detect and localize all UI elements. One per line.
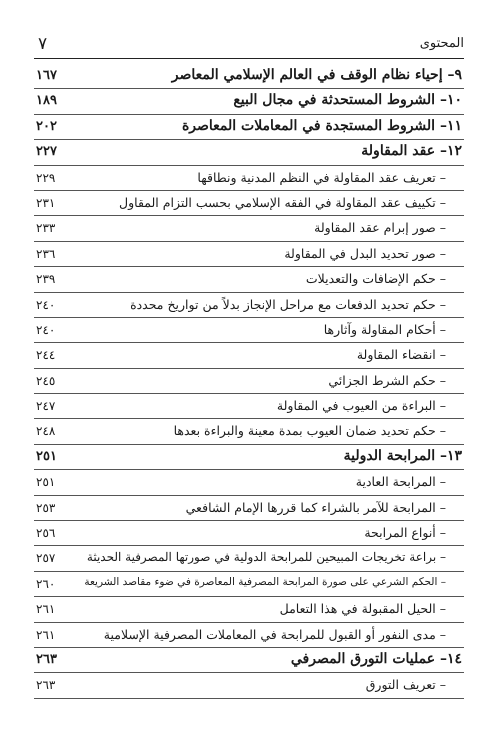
header-title: المحتوى [419,36,464,51]
toc-entry [34,623,464,648]
toc-entry-page: ٢٤٨ [36,424,56,439]
toc-entry [34,267,464,292]
toc-entry-title: – تعريف عقد المقاولة في النظم المدنية ونطاقها [197,169,446,185]
toc-entry [34,496,464,521]
toc-entry-title: ١٠– الشروط المستحدثة في مجال البيع [233,92,462,109]
toc-entry-title: – البراءة من العيوب في المقاولة [276,398,446,414]
toc-entry-page: ٢٤٠ [36,322,56,337]
toc-entry-title: – حكم الإضافات والتعديلات [305,271,446,287]
toc-entry [34,572,464,597]
toc-entry-title: – حكم تحديد ضمان العيوب بمدة معينة والبراءة بعدها [173,423,446,439]
toc-entry-page: ١٦٧ [36,68,57,83]
header-rule [34,58,464,59]
toc-entry [34,419,464,444]
toc-entry-page: ٢٤٠ [36,297,56,312]
toc-entry-title: – المرابحة للآمر بالشراء كما قررها الإمام الشافعي [185,499,446,515]
toc-entry-page: ٢٣١ [36,195,56,210]
toc-entry-page: ٢٤٥ [36,373,56,388]
toc-entry-title: – تعريف التورق [365,677,446,693]
page-header [34,34,464,58]
toc-entry-page: ٢٣٩ [36,272,56,287]
toc-entry-page: ٢٥٧ [36,551,56,566]
toc-entry [34,140,464,165]
toc-entry-page: ٢٦٣ [36,678,56,693]
toc-entry-title: – الحكم الشرعي على صورة المرابحة المصرفية المعاصرة في ضوء مقاصد الشريعة [84,575,446,588]
toc-entry-page: ١٨٩ [36,93,57,109]
toc-entry-title: – المرابحة العادية [355,474,446,490]
toc-entry-title: – مدى النفور أو القبول للمرابحة في المعاملات المصرفية الإسلامية [103,626,446,642]
toc-entry [34,166,464,191]
toc-entry [34,394,464,419]
toc-entry-title: ١٢– عقد المقاولة [361,143,462,160]
toc-entry-page: ٢٢٧ [36,144,57,160]
toc-entry-page: ٢٥٣ [36,500,56,515]
toc-entry [34,89,464,114]
toc-entry [34,293,464,318]
toc-entry [34,242,464,267]
toc-entry-title: – براعة تخريجات المبيحين للمرابحة الدولية في صورتها المصرفية الحديثة [86,550,446,565]
toc-entry [34,115,464,140]
toc-entry-title: – أحكام المقاولة وآثارها [323,321,446,337]
toc-entry-page: ٢٢٩ [36,170,56,185]
toc-entry [34,445,464,470]
toc-entry-page: ٢٣٣ [36,221,56,236]
toc-entry-title: ١٣– المرابحة الدولية [343,447,462,464]
toc-entry-title: ١٤– عمليات التورق المصرفي [290,650,462,667]
toc-entry-title: – حكم تحديد الدفعات مع مراحل الإنجاز بدلاً من تواريخ محددة [130,296,446,312]
toc-entry [34,521,464,546]
toc-entry [34,597,464,622]
toc-entry [34,216,464,241]
toc-entry [34,191,464,216]
toc-entry-page: ٢٤٤ [36,348,56,363]
table-of-contents [34,64,464,699]
toc-entry [34,470,464,495]
toc-entry [34,369,464,394]
toc-entry-title: – حكم الشرط الجزائي [328,372,446,388]
toc-entry-page: ٢٤٧ [36,399,56,414]
toc-entry-page: ٢٥١ [36,448,57,464]
toc-entry-title: – صور إبرام عقد المقاولة [314,220,446,236]
toc-entry [34,64,464,89]
toc-entry-title: ١١– الشروط المستجدة في المعاملات المعاصرة [181,117,462,134]
toc-entry-page: ٢٥٦ [36,526,56,541]
toc-entry-title: – الحيل المقبولة في هذا التعامل [279,601,446,617]
toc-entry-page: ٢٣٦ [36,246,56,261]
toc-entry-page: ٢٦١ [36,627,56,642]
toc-entry [34,546,464,571]
toc-entry-page: ٢٦٣ [36,651,57,667]
toc-entry-page: ٢٦١ [36,602,56,617]
toc-entry [34,648,464,673]
toc-entry-page: ٢٥١ [36,475,56,490]
page-number: ٧ [38,34,48,54]
toc-entry-title: ٩– إحياء نظام الوقف في العالم الإسلامي المعاصر [171,67,462,83]
toc-entry-page: ٢٦٠ [36,576,56,591]
toc-entry [34,318,464,343]
toc-entry [34,673,464,698]
toc-entry-title: – أنواع المرابحة [364,525,446,541]
toc-entry-page: ٢٠٢ [36,118,57,134]
toc-entry-title: – صور تحديد البدل في المقاولة [284,245,446,261]
toc-entry [34,343,464,368]
toc-entry-title: – انقضاء المقاولة [356,347,446,363]
toc-entry-title: – تكييف عقد المقاولة في الفقه الإسلامي بحسب التزام المقاول [119,194,446,210]
